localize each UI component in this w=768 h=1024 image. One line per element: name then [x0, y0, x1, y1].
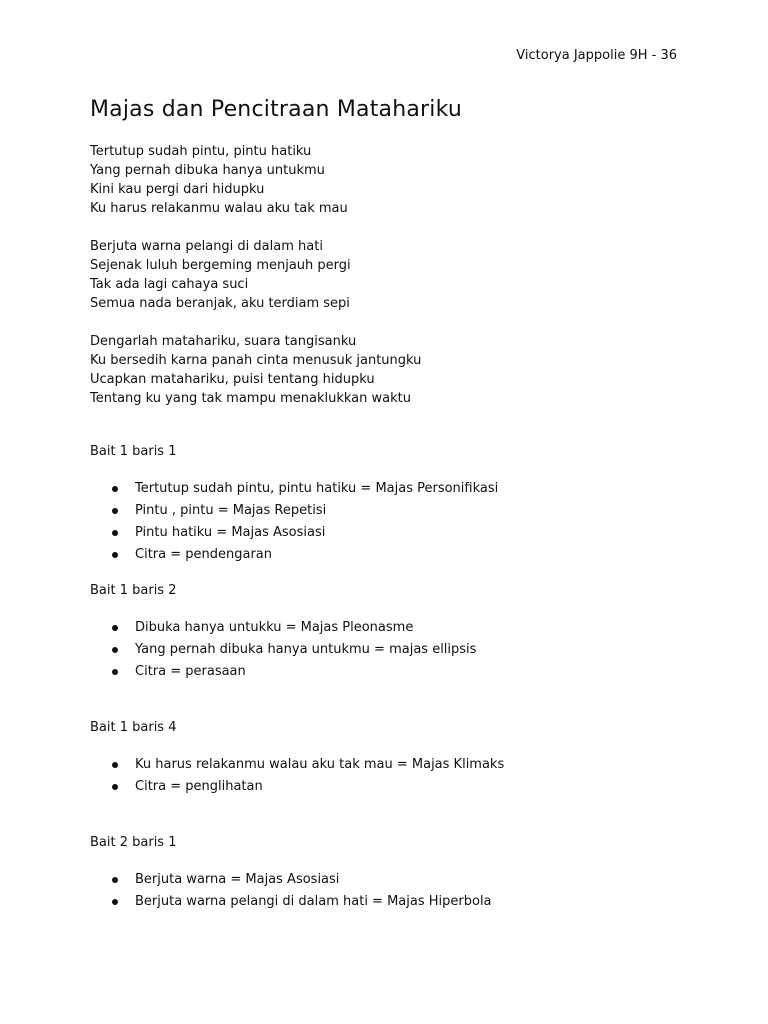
list-item	[90, 617, 476, 639]
list-item	[90, 869, 492, 891]
analysis-section-bait1-baris4	[90, 718, 504, 798]
bullet-icon	[112, 508, 118, 514]
poem-stanza-1	[90, 142, 421, 218]
author-header: Victorya Jappolie 9H - 36	[516, 48, 677, 63]
poem-line: Tentang ku yang tak mampu menaklukkan waktu	[90, 391, 411, 406]
poem-line: Ucapkan matahariku, puisi tentang hidupku	[90, 372, 375, 387]
list-item	[90, 500, 498, 522]
list-item	[90, 544, 498, 566]
poem-line: Berjuta warna pelangi di dalam hati	[90, 239, 323, 254]
list-item-text: Berjuta warna pelangi di dalam hati = Majas Hiperbola	[135, 894, 492, 909]
list-item	[90, 754, 504, 776]
list-item-text: Tertutup sudah pintu, pintu hatiku = Majas Personifikasi	[135, 481, 499, 496]
poem-line: Yang pernah dibuka hanya untukmu	[90, 163, 325, 178]
analysis-section-bait1-baris1	[90, 442, 498, 566]
poem-line: Tak ada lagi cahaya suci	[90, 277, 249, 292]
bullet-list	[90, 754, 504, 798]
bullet-icon	[112, 647, 118, 653]
section-heading: Bait 1 baris 2	[90, 583, 177, 598]
section-heading: Bait 2 baris 1	[90, 835, 177, 850]
bullet-icon	[112, 625, 118, 631]
list-item	[90, 478, 498, 500]
list-item-text: Yang pernah dibuka hanya untukmu = majas ellipsis	[135, 642, 477, 657]
poem	[90, 142, 421, 427]
bullet-icon	[112, 530, 118, 536]
poem-line: Ku harus relakanmu walau aku tak mau	[90, 201, 348, 216]
section-heading: Bait 1 baris 4	[90, 720, 177, 735]
bullet-list	[90, 478, 498, 566]
list-item	[90, 661, 476, 683]
list-item	[90, 522, 498, 544]
list-item-text: Citra = perasaan	[135, 664, 246, 679]
section-heading: Bait 1 baris 1	[90, 444, 177, 459]
analysis-section-bait1-baris2	[90, 581, 476, 683]
bullet-icon	[112, 784, 118, 790]
list-item-text: Ku harus relakanmu walau aku tak mau = Majas Klimaks	[135, 757, 505, 772]
list-item-text: Dibuka hanya untukku = Majas Pleonasme	[135, 620, 414, 635]
poem-stanza-2	[90, 237, 421, 313]
bullet-icon	[112, 899, 118, 905]
list-item	[90, 776, 504, 798]
list-item-text: Pintu hatiku = Majas Asosiasi	[135, 525, 326, 540]
list-item	[90, 891, 492, 913]
poem-line: Ku bersedih karna panah cinta menusuk jantungku	[90, 353, 422, 368]
poem-line: Sejenak luluh bergeming menjauh pergi	[90, 258, 351, 273]
list-item-text: Pintu , pintu = Majas Repetisi	[135, 503, 327, 518]
analysis-section-bait2-baris1	[90, 833, 492, 913]
document-title: Majas dan Pencitraan Matahariku	[90, 97, 462, 122]
bullet-list	[90, 869, 492, 913]
list-item	[90, 639, 476, 661]
list-item-text: Citra = pendengaran	[135, 547, 273, 562]
bullet-icon	[112, 669, 118, 675]
bullet-list	[90, 617, 476, 683]
bullet-icon	[112, 486, 118, 492]
list-item-text: Citra = penglihatan	[135, 779, 263, 794]
poem-line: Tertutup sudah pintu, pintu hatiku	[90, 144, 312, 159]
poem-line: Dengarlah matahariku, suara tangisanku	[90, 334, 357, 349]
bullet-icon	[112, 762, 118, 768]
poem-line: Kini kau pergi dari hidupku	[90, 182, 265, 197]
list-item-text: Berjuta warna = Majas Asosiasi	[135, 872, 340, 887]
bullet-icon	[112, 877, 118, 883]
poem-stanza-3	[90, 332, 421, 408]
bullet-icon	[112, 552, 118, 558]
poem-line: Semua nada beranjak, aku terdiam sepi	[90, 296, 350, 311]
